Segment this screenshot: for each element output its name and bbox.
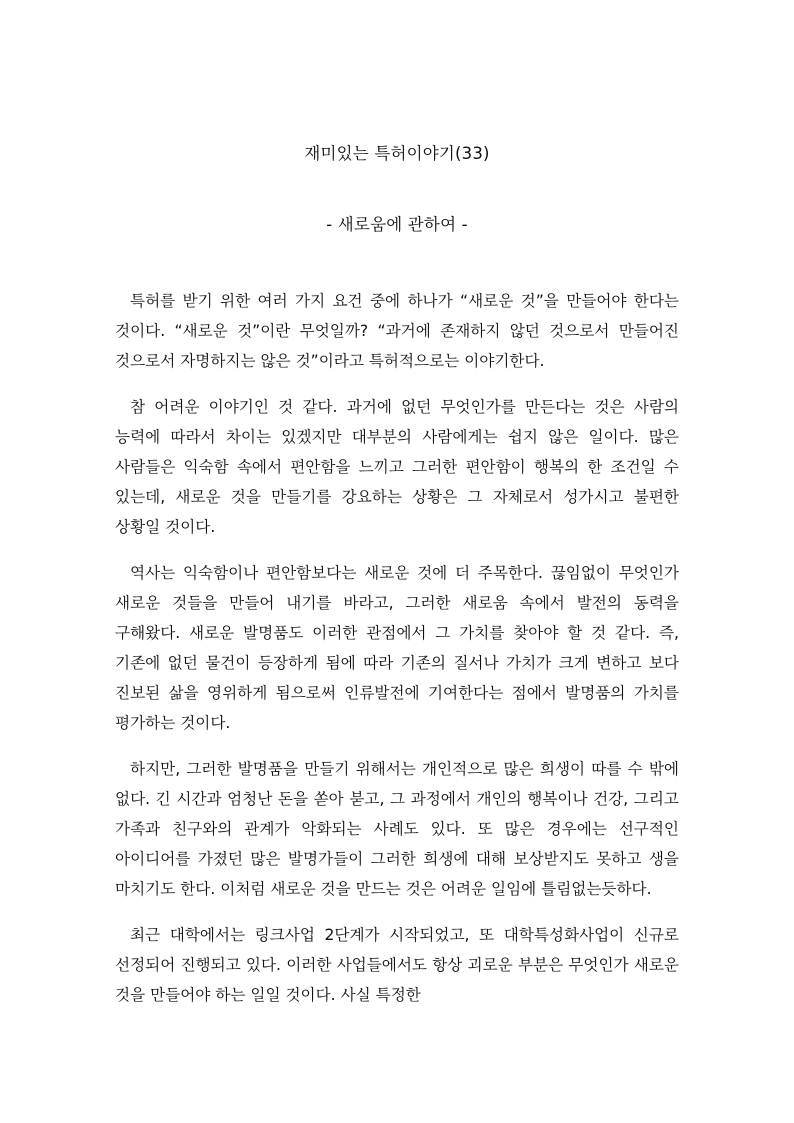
document-title: 재미있는 특허이야기(33) bbox=[304, 144, 490, 163]
document-body bbox=[115, 286, 679, 1026]
paragraph: 역사는 익숙함이나 편안함보다는 새로운 것에 더 주목한다. 끊임없이 무엇인가 새로운 것들을 만들어 내기를 바라고, 그러한 새로움 속에서 발전의 동력을 구해왔다. 새로운 발명품도 이러한 관점에서 그 가치를 찾아야 할 것 같다. 즉, 기존에 없던 물건이 등장하게 됨에 따라 기존의 질서나 가치가 크게 변하고 보다 진보된 삶을 영위하게 됨으로써 인류발전에 기여한다는 점에서 발명품의 가치를 평가하는 것이다. bbox=[115, 564, 679, 732]
paragraph: 특허를 받기 위한 여러 가지 요건 중에 하나가 “새로운 것”을 만들어야 한다는 것이다. “새로운 것”이란 무엇일까? “과거에 존재하지 않던 것으로서 만들어진 것으로서 자명하지는 않은 것”이라고 특허적으로는 이야기한다. bbox=[115, 292, 679, 370]
paragraph: 하지만, 그러한 발명품을 만들기 위해서는 개인적으로 많은 희생이 따를 수 밖에 없다. 긴 시간과 엄청난 돈을 쏟아 붇고, 그 과정에서 개인의 행복이나 건강, 그리고 가족과 친구와의 관계가 악화되는 사례도 있다. 또 많은 경우에는 선구적인 아이디어를 가졌던 많은 발명가들이 그러한 희생에 대해 보상받지도 못하고 생을 마치기도 한다. 이처럼 새로운 것을 만드는 것은 어려운 일임에 틀림없는듯하다. bbox=[115, 760, 679, 898]
paragraph: 최근 대학에서는 링크사업 2단계가 시작되었고, 또 대학특성화사업이 신규로 선정되어 진행되고 있다. 이러한 사업들에서도 항상 괴로운 부분은 무엇인가 새로운 것을 만들어야 하는 일일 것이다. 사실 특정한 bbox=[115, 926, 679, 1004]
paragraph: 참 어려운 이야기인 것 같다. 과거에 없던 무엇인가를 만든다는 것은 사람의 능력에 따라서 차이는 있겠지만 대부분의 사람에게는 쉽지 않은 일이다. 많은 사람들은 익숙함 속에서 편안함을 느끼고 그러한 편안함이 행복의 한 조건일 수 있는데, 새로운 것을 만들기를 강요하는 상황은 그 자체로서 성가시고 불편한 상황일 것이다. bbox=[115, 398, 679, 536]
document-subtitle: - 새로움에 관하여 - bbox=[326, 215, 468, 234]
